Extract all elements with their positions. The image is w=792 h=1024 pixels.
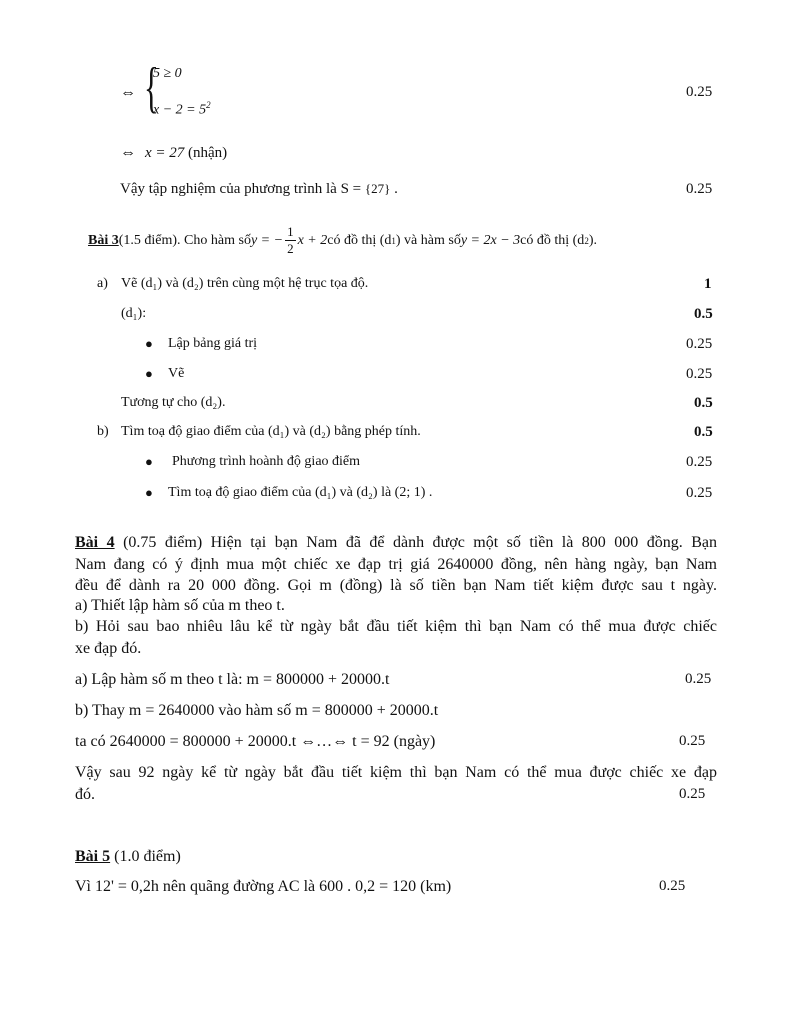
solution-line: x = 27 (nhận) — [145, 145, 228, 161]
score: 0.25 — [686, 454, 713, 470]
score: 0.25 — [685, 671, 712, 687]
bullet-icon: ● — [145, 336, 153, 351]
bai5-line-1: Vì 12' = 0,2h nên quãng đường AC là 600 . 0,2 = 120 (km) — [75, 878, 452, 895]
score: 0.5 — [694, 395, 713, 411]
score: 0.25 — [679, 786, 706, 802]
bai4-line-1: Bài 4 (0.75 điểm) Hiện tại bạn Nam đã để dành được một số tiền là 800 000 đồng. Bạn — [75, 534, 717, 551]
equivalence-symbol: ⇔ — [120, 84, 136, 101]
fraction: $\frac{1}{2}$ — [287, 224, 294, 256]
system-line-2: $x - 2 = 5^2$ — [153, 100, 211, 118]
bai4-conclusion-2: đó. — [75, 786, 95, 803]
bai5-header: Bài 5 (1.0 điểm) — [75, 848, 181, 865]
item-label: b) — [97, 424, 109, 439]
bai4-line-5: b) Hỏi sau bao nhiêu lâu kể từ ngày bắt đầu tiết kiệm thì bạn Nam có thể mua được chiếc — [75, 618, 717, 635]
bullet-icon: ● — [145, 366, 153, 381]
bai4-line-6: xe đạp đó. — [75, 640, 142, 657]
bullet-text: Lập bảng giá trị — [168, 336, 258, 351]
item-text: Tương tự cho (d₂). — [121, 395, 226, 410]
bullet-text: Tìm toạ độ giao điểm của (d₁) và (d₂) là (2; 1) . — [168, 485, 433, 500]
bai4-line-4: a) Thiết lập hàm số của m theo t. — [75, 597, 285, 614]
score: 0.25 — [686, 336, 713, 352]
answer-c: ta có 2640000 = 800000 + 20000.t ⇔…⇔ t = 92 (ngày) — [75, 733, 436, 750]
score: 0.25 — [686, 181, 713, 197]
exercise-title: Bài 5 — [75, 848, 111, 865]
system-line-1: 5 ≥ 0 — [153, 66, 182, 81]
item-text: (d₁): — [121, 306, 147, 321]
bullet-icon: ● — [145, 485, 153, 500]
system-brace: { — [144, 57, 159, 119]
score: 0.25 — [686, 366, 713, 382]
bai4-line-2: Nam đang có ý định mua một chiếc xe đạp trị giá 2640000 đồng, nên hàng ngày, bạn Nam — [75, 556, 717, 573]
exercise-title: Bài 3 — [88, 232, 119, 248]
score: 0.25 — [686, 84, 713, 100]
item-label: a) — [97, 276, 108, 291]
item-text: Vẽ (d₁) và (d₂) trên cùng một hệ trục tọa độ. — [121, 276, 369, 291]
bullet-text: Vẽ — [168, 366, 185, 381]
score: 0.5 — [694, 424, 713, 440]
score: 0.25 — [659, 878, 686, 894]
bai3-header: Bài 3 (1.5 điểm). Cho hàm số y = − $\frac{1}{2}$ x + 2 có đồ thị (d 1 ) và hàm số y = 2x − 3 có đồ thị (d 2 ). — [88, 224, 597, 256]
bai4-line-3: đều để dành ra 20 000 đồng. Gọi m (đồng) là số tiền bạn Nam tiết kiệm được sau t ngày. — [75, 577, 717, 594]
bai4-conclusion-1: Vậy sau 92 ngày kể từ ngày bắt đầu tiết kiệm thì bạn Nam có thể mua được chiếc xe đạp — [75, 764, 717, 781]
exercise-title: Bài 4 — [75, 534, 115, 551]
answer-b: b) Thay m = 2640000 vào hàm số m = 800000 + 20000.t — [75, 702, 439, 719]
score: 0.25 — [686, 485, 713, 501]
conclusion-line: Vậy tập nghiệm của phương trình là S = {27} . — [120, 181, 398, 197]
score: 1 — [704, 276, 712, 292]
bullet-text: Phương trình hoành độ giao điểm — [172, 454, 361, 469]
score: 0.5 — [694, 306, 713, 322]
equivalence-symbol: ⇔ — [120, 144, 136, 161]
bullet-icon: ● — [145, 454, 153, 469]
answer-a: a) Lập hàm số m theo t là: m = 800000 + 20000.t — [75, 671, 390, 688]
score: 0.25 — [679, 733, 706, 749]
item-text: Tìm toạ độ giao điểm của (d₁) và (d₂) bằng phép tính. — [121, 424, 421, 439]
